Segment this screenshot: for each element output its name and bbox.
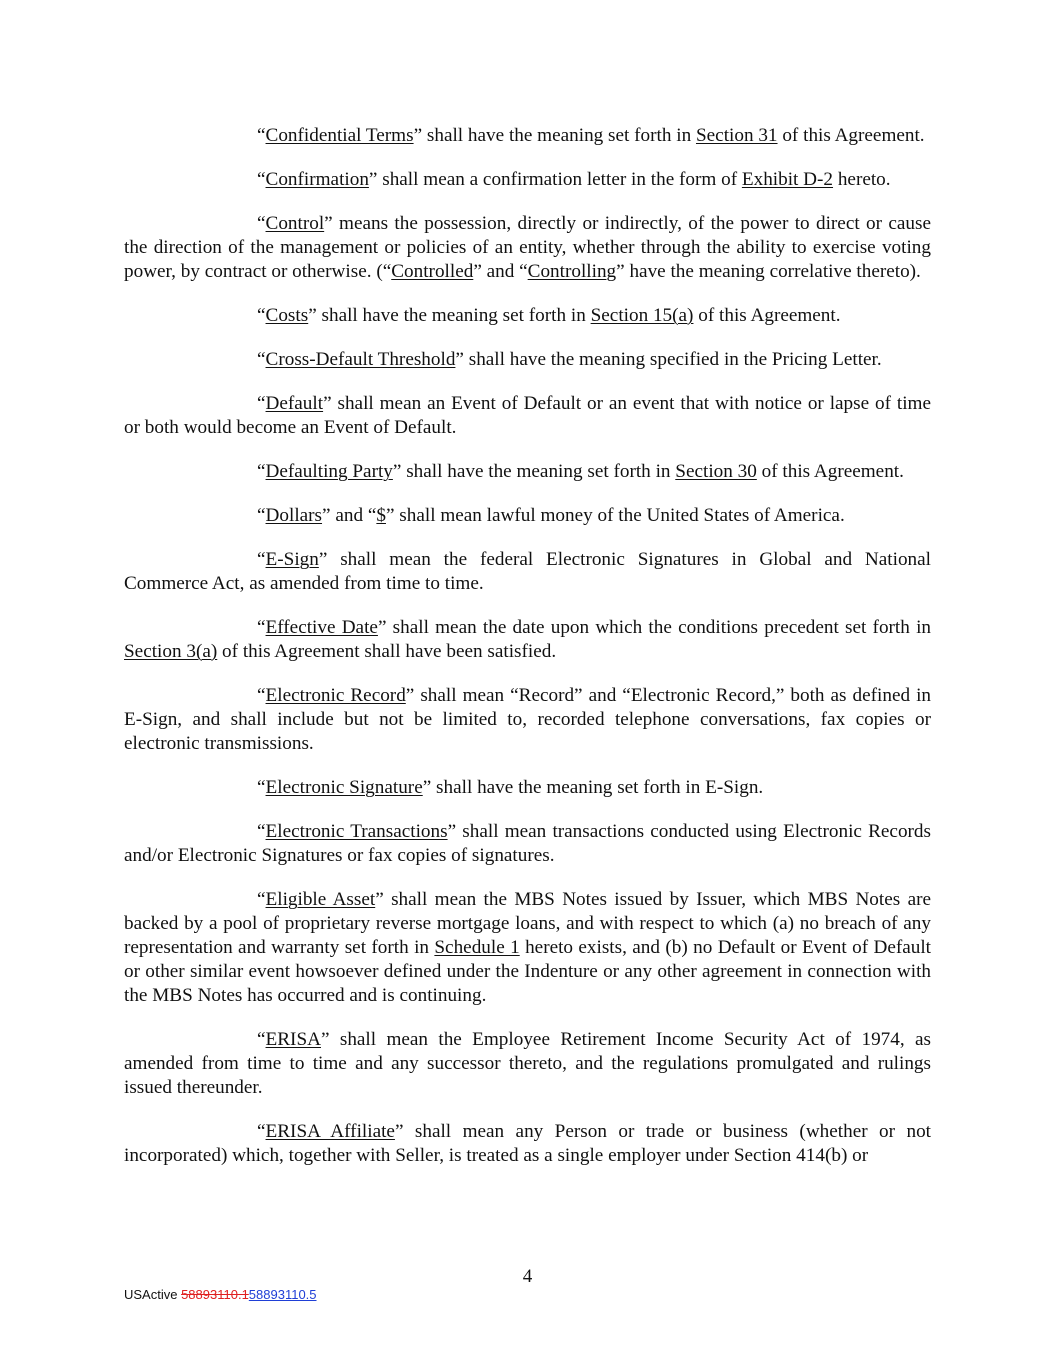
- definition-paragraph: [124, 304, 931, 328]
- definition-text: ” shall mean “Record” and “Electronic Record,” both as defined in E-Sign, and shall include but not be limited to, recorded telephone conversations, fax copies or electronic transmissions.: [124, 685, 931, 754]
- definition-text: ” shall have the meaning specified in the Pricing Letter.: [455, 349, 882, 370]
- definition-text: ” means the possession, directly or indirectly, of the power to direct or cause the direction of the management or policies of an entity, whether through the ability to exercise voting power, by contract or otherwise. (“: [124, 213, 931, 282]
- defined-term: Confirmation: [265, 169, 369, 190]
- definition-text: “: [257, 1121, 266, 1142]
- defined-term: E-Sign: [265, 549, 319, 570]
- defined-term: Dollars: [265, 505, 323, 526]
- definition-paragraph: [124, 348, 931, 372]
- definition-text: ” shall mean transactions conducted using Electronic Records and/or Electronic Signatures or fax copies of signatures.: [124, 821, 931, 866]
- definition-paragraph: [124, 1120, 931, 1168]
- defined-term: Defaulting Party: [265, 461, 393, 482]
- definition-text: ” shall have the meaning set forth in: [413, 125, 696, 146]
- definition-text: ” shall mean the MBS Notes issued by Issuer, which MBS Notes are backed by a pool of proprietary reverse mortgage loans, and with respect to which (a) no breach of any representation and warranty set forth in: [124, 889, 931, 958]
- footer-prefix: USActive: [124, 1287, 182, 1302]
- definition-text: hereto.: [833, 169, 891, 190]
- definition-text: “: [257, 505, 266, 526]
- footer-deleted-doc-id: 58893110.1: [181, 1287, 249, 1302]
- definition-text: ” shall mean the date upon which the conditions precedent set forth in: [377, 617, 931, 638]
- definition-text: “: [257, 889, 266, 910]
- definition-text: “: [257, 1029, 266, 1050]
- defined-term: Section 31: [695, 125, 778, 146]
- defined-term: Electronic Signature: [265, 777, 423, 798]
- definition-text: “: [257, 685, 266, 706]
- defined-term: Electronic Record: [265, 685, 406, 706]
- defined-term: Default: [265, 393, 324, 414]
- defined-term: Electronic Transactions: [265, 821, 448, 842]
- defined-term: Schedule 1: [434, 937, 520, 958]
- definition-paragraph: [124, 168, 931, 192]
- page-number: 4: [522, 1266, 533, 1287]
- definition-text: “: [257, 305, 266, 326]
- definition-text: ” shall mean the federal Electronic Signatures in Global and National Commerce Act, as amended from time to time.: [124, 549, 931, 594]
- definition-paragraph: [124, 504, 931, 528]
- definition-text: ” and “: [473, 261, 528, 282]
- defined-term: Effective Date: [265, 617, 378, 638]
- definition-paragraph: [124, 124, 931, 148]
- definition-text: “: [257, 549, 266, 570]
- defined-term: Section 15(a): [590, 305, 694, 326]
- definition-text: “: [257, 349, 266, 370]
- defined-term: Control: [265, 213, 325, 234]
- definition-text: ” shall mean the Employee Retirement Income Security Act of 1974, as amended from time to time and any successor thereto, and the regulations promulgated and rulings issued thereunder.: [124, 1029, 931, 1098]
- defined-term: Exhibit D-2: [741, 169, 834, 190]
- footer-inserted-doc-id: 58893110.5: [248, 1287, 317, 1302]
- document-footer: [124, 1287, 317, 1303]
- definition-paragraph: [124, 888, 931, 1008]
- definition-text: ” shall mean lawful money of the United States of America.: [385, 505, 845, 526]
- definition-text: of this Agreement.: [777, 125, 925, 146]
- definition-text: “: [257, 617, 266, 638]
- defined-term: ERISA: [265, 1029, 321, 1050]
- definition-paragraph: [124, 212, 931, 284]
- definition-text: “: [257, 213, 266, 234]
- definition-text: “: [257, 393, 266, 414]
- definition-text: ” have the meaning correlative thereto).: [616, 261, 921, 282]
- definition-text: ” and “: [322, 505, 377, 526]
- definition-text: ” shall mean a confirmation letter in the form of: [368, 169, 742, 190]
- definition-text: of this Agreement.: [756, 461, 904, 482]
- definition-text: ” shall have the meaning set forth in: [308, 305, 591, 326]
- definition-paragraph: [124, 776, 931, 800]
- definition-paragraph: [124, 684, 931, 756]
- defined-term: Eligible Asset: [265, 889, 376, 910]
- defined-term: $: [376, 505, 386, 526]
- definition-paragraph: [124, 1028, 931, 1100]
- defined-term: ERISA Affiliate: [265, 1121, 395, 1142]
- definition-text: “: [257, 777, 266, 798]
- definition-text: “: [257, 169, 266, 190]
- definition-text: ” shall have the meaning set forth in: [392, 461, 676, 482]
- definition-paragraph: [124, 548, 931, 596]
- definition-text: ” shall mean an Event of Default or an event that with notice or lapse of time or both would become an Event of Default.: [124, 393, 931, 438]
- definition-text: ” shall have the meaning set forth in E-Sign.: [422, 777, 764, 798]
- definition-text: hereto exists, and (b) no Default or Event of Default or other similar event howsoever defined under the Indenture or any other agreement in connection with the MBS Notes has occurred and is continuing.: [124, 937, 931, 1006]
- defined-term: Cross-Default Threshold: [265, 349, 456, 370]
- defined-term: Controlled: [391, 261, 474, 282]
- definition-text: of this Agreement shall have been satisfied.: [217, 641, 557, 662]
- definition-paragraph: [124, 820, 931, 868]
- definition-text: ” shall mean any Person or trade or business (whether or not incorporated) which, together with Seller, is treated as a single employer under Section 414(b) or: [124, 1121, 931, 1166]
- definition-text: “: [257, 821, 266, 842]
- defined-term: Confidential Terms: [265, 125, 414, 146]
- definition-paragraph: [124, 616, 931, 664]
- definition-text: “: [257, 125, 266, 146]
- definition-paragraph: [124, 460, 931, 484]
- defined-term: Costs: [265, 305, 309, 326]
- definition-text: of this Agreement.: [693, 305, 841, 326]
- defined-term: Controlling: [527, 261, 617, 282]
- defined-term: Section 3(a): [124, 641, 218, 662]
- defined-term: Section 30: [675, 461, 757, 482]
- document-body: [124, 124, 931, 1188]
- definition-paragraph: [124, 392, 931, 440]
- definition-text: “: [257, 461, 266, 482]
